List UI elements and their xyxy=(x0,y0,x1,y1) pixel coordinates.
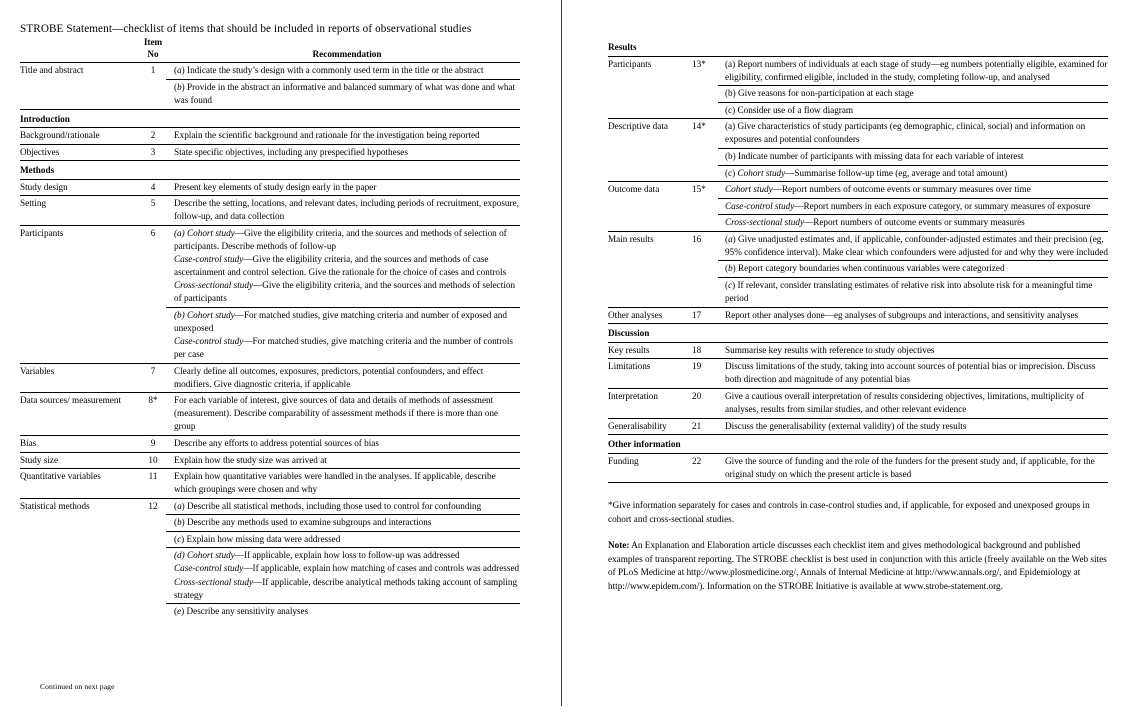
checklist-row xyxy=(20,604,520,620)
item-number: 14* xyxy=(692,121,706,132)
recommendation-text: Describe any sensitivity analyses xyxy=(184,606,309,617)
checklist-row xyxy=(20,179,520,196)
checklist-row xyxy=(20,548,520,604)
page-divider xyxy=(561,0,562,706)
item-number: 16 xyxy=(692,233,702,244)
section-header-row xyxy=(608,435,1108,454)
item-label: Descriptive data xyxy=(608,121,668,132)
item-number: 4 xyxy=(140,179,166,196)
section-header-row xyxy=(20,109,520,128)
recommendation-cell xyxy=(166,307,520,363)
footnotes xyxy=(608,499,1108,594)
recommendation-cell xyxy=(166,63,520,80)
checklist-row xyxy=(608,277,1108,307)
recommendation-cell xyxy=(166,498,520,515)
sub-item-marker: (c) xyxy=(725,279,736,290)
item-number xyxy=(690,148,718,165)
header-recommendation: Recommendation xyxy=(166,36,520,63)
study-type-label: Cross-sectional study xyxy=(174,576,254,587)
recommendation-text: Explain how quantitative variables were handled in the analyses. If applicable, describe which groupings were chosen and why xyxy=(174,471,496,495)
section-header-label: Introduction xyxy=(20,109,520,128)
checklist-row xyxy=(608,342,1108,359)
item-number: 13* xyxy=(692,58,706,69)
recommendation-cell xyxy=(718,277,1108,307)
recommendation-text: Give the source of funding and the role of the funders for the present study and, if applicable, for the original study on which the present article is based xyxy=(725,455,1095,479)
study-type-label: Case-control study xyxy=(174,563,244,574)
recommendation-cell xyxy=(166,531,520,548)
recommendation-text: —Give the eligibility criteria, and the sources and methods of selection of participants xyxy=(174,280,516,304)
recommendation-cell xyxy=(718,198,1108,215)
item-number xyxy=(140,531,166,548)
study-type-label: Case-control study xyxy=(174,254,244,265)
item-label xyxy=(20,604,140,620)
recommendation-text: Provide in the abstract an informative and balanced summary of what was done and what was found xyxy=(174,81,516,106)
continued-note: Continued on next page xyxy=(40,682,115,691)
recommendation-cell xyxy=(166,196,520,226)
recommendation-text: —Summarise follow-up time (eg, average and total amount) xyxy=(785,167,1008,178)
recommendation-cell xyxy=(166,515,520,532)
checklist-row xyxy=(20,363,520,393)
recommendation-cell xyxy=(718,307,1108,324)
checklist-row xyxy=(608,148,1108,165)
study-type-label: Cross-sectional study xyxy=(174,280,254,291)
recommendation-text: Discuss limitations of the study, taking into account sources of potential bias or imprecision. Discuss both direction and magnitude of any potential bias xyxy=(725,361,1096,385)
recommendation-text: (b) Indicate number of participants with missing data for each variable of interest xyxy=(725,150,1024,161)
recommendation-text: —Give the eligibility criteria, and the sources and methods of selection of participants. Describe methods of follow-up xyxy=(174,228,507,252)
checklist-row xyxy=(20,393,520,436)
recommendation-text: (c) Consider use of a flow diagram xyxy=(725,104,854,115)
study-type-label: (d) Cohort study xyxy=(174,550,235,561)
note-footnote xyxy=(608,539,1108,594)
item-number: 5 xyxy=(140,196,166,226)
recommendation-cell xyxy=(718,215,1108,232)
checklist-row xyxy=(20,196,520,226)
sub-item-marker: (b) xyxy=(174,81,185,92)
checklist-row xyxy=(608,418,1108,435)
recommendation-text: Give unadjusted estimates and, if applicable, confounder-adjusted estimates and their precision (eg, 95% confidence interval). Make clear which confounders were adjusted for and why they were included xyxy=(725,233,1108,257)
section-header-label: Other information xyxy=(608,435,1108,454)
recommendation-text: —If applicable, explain how loss to follow-up was addressed xyxy=(234,550,460,561)
item-number: 2 xyxy=(140,128,166,145)
recommendation-text: Describe any methods used to examine subgroups and interactions xyxy=(184,517,432,528)
item-number xyxy=(140,604,166,620)
item-label xyxy=(608,198,690,215)
section-header-row xyxy=(608,324,1108,343)
checklist-row xyxy=(608,102,1108,119)
study-type-label: Case-control study xyxy=(725,200,795,211)
recommendation-text: Discuss the generalisability (external validity) of the study results xyxy=(725,420,967,431)
recommendation-cell xyxy=(166,393,520,436)
item-number xyxy=(690,261,718,278)
recommendation-text: Clearly define all outcomes, exposures, predictors, potential confounders, and effect modifiers. Give diagnostic criteria, if applicable xyxy=(174,365,484,389)
checklist-row xyxy=(608,198,1108,215)
item-label: Setting xyxy=(20,196,140,226)
item-number: 7 xyxy=(140,363,166,393)
item-label: Participants xyxy=(608,58,652,69)
section-header-row xyxy=(20,161,520,180)
recommendation-cell xyxy=(166,452,520,469)
checklist-row xyxy=(20,452,520,469)
item-label: Data sources/ measurement xyxy=(20,393,140,436)
section-header-label: Discussion xyxy=(608,324,1108,343)
recommendation-text: Explain how the study size was arrived at xyxy=(174,454,327,465)
checklist-row xyxy=(608,453,1108,483)
recommendation-cell xyxy=(718,418,1108,435)
sub-item-marker: (c) xyxy=(174,533,185,544)
recommendation-cell xyxy=(166,128,520,145)
section-header-label: Results xyxy=(608,38,1108,56)
sub-item-marker: (c) xyxy=(725,167,738,178)
checklist-row xyxy=(608,119,1108,149)
note-body: An Explanation and Elaboration article discusses each checklist item and gives methodological background and published examples of transparent reporting. The STROBE checklist is best used in conjunction with this article (freely available on the Web sites of PLoS Medicine at http://www.plosmedicine.org/, Annals of Internal Medicine at http://www.annals.org/, and Epidemiology at http://www.epidem.com/). Information on the STROBE Initiative is available at www.strobe-statement.org. xyxy=(608,539,1107,592)
item-label xyxy=(608,148,690,165)
item-number: 15* xyxy=(692,184,706,195)
checklist-row xyxy=(608,261,1108,278)
checklist-row xyxy=(20,307,520,363)
recommendation-cell xyxy=(166,363,520,393)
recommendation-cell xyxy=(718,231,1108,261)
checklist-row xyxy=(20,79,520,109)
checklist-row xyxy=(20,531,520,548)
item-number xyxy=(690,86,718,103)
item-number xyxy=(140,515,166,532)
recommendation-text: —Report numbers in each exposure category, or summary measures of exposure xyxy=(794,200,1091,211)
recommendation-cell xyxy=(718,342,1108,359)
sub-item-marker: (b) xyxy=(725,263,736,274)
checklist-row xyxy=(608,388,1108,418)
item-label xyxy=(20,548,140,604)
recommendation-cell xyxy=(166,179,520,196)
study-type-label: Case-control study xyxy=(174,336,244,347)
header-item-line1: Item xyxy=(143,37,163,47)
checklist-row xyxy=(608,86,1108,103)
item-label: Quantitative variables xyxy=(20,469,140,499)
recommendation-cell xyxy=(166,79,520,109)
recommendation-cell xyxy=(718,261,1108,278)
recommendation-cell xyxy=(166,226,520,308)
recommendation-text: —If applicable, explain how matching of cases and controls was addressed xyxy=(243,563,520,574)
item-label xyxy=(20,79,140,109)
sub-item-marker: (b) xyxy=(174,517,185,528)
recommendation-cell xyxy=(718,359,1108,389)
item-label xyxy=(20,531,140,548)
recommendation-text: Give a cautious overall interpretation of results considering objectives, limitations, multiplicity of analyses, results from similar studies, and other relevant evidence xyxy=(725,390,1084,414)
recommendation-text: Summarise key results with reference to study objectives xyxy=(725,344,935,355)
recommendation-cell xyxy=(718,165,1108,182)
item-number: 11 xyxy=(140,469,166,499)
item-label xyxy=(608,86,690,103)
item-label: Objectives xyxy=(20,144,140,161)
recommendation-text: —Report numbers of outcome events or summary measures over time xyxy=(772,184,1031,195)
checklist-row xyxy=(20,498,520,515)
item-label xyxy=(20,515,140,532)
item-number: 3 xyxy=(140,144,166,161)
checklist-row xyxy=(20,469,520,499)
checklist-row xyxy=(608,182,1108,199)
recommendation-text: —If applicable, describe analytical methods taking account of sampling strategy xyxy=(174,576,518,600)
header-blank-cell xyxy=(20,36,140,63)
study-type-label: (a) Cohort study xyxy=(174,228,235,239)
checklist-row xyxy=(608,56,1108,86)
recommendation-cell xyxy=(718,56,1108,86)
section-header-row xyxy=(608,38,1108,56)
recommendation-text: State specific objectives, including any prespecified hypotheses xyxy=(174,146,408,157)
recommendation-cell xyxy=(166,469,520,499)
item-label: Generalisability xyxy=(608,418,690,435)
header-item-no xyxy=(140,36,166,63)
table-header-row xyxy=(20,36,520,63)
left-page-pane xyxy=(20,0,520,691)
recommendation-text: Report category boundaries when continuous variables were categorized xyxy=(735,263,1005,274)
item-number: 9 xyxy=(140,435,166,452)
item-number xyxy=(690,198,718,215)
sub-item-marker: (a) xyxy=(174,500,185,511)
recommendation-cell xyxy=(166,144,520,161)
note-label: Note: xyxy=(608,539,630,550)
recommendation-text: If relevant, consider translating estimates of relative risk into absolute risk for a meaningful time period xyxy=(725,279,1093,303)
recommendation-text: Explain how missing data were addressed xyxy=(184,533,341,544)
checklist-row xyxy=(20,226,520,308)
item-label: Participants xyxy=(20,228,64,239)
item-label: Study design xyxy=(20,179,140,196)
recommendation-text: (a) Report numbers of individuals at each stage of study—eg numbers potentially eligible, examined for eligibility, confirmed eligible, included in the study, completing follow-up, and analysed xyxy=(725,58,1108,82)
item-label: Outcome data xyxy=(608,184,660,195)
recommendation-text: Describe all statistical methods, including those used to control for confounding xyxy=(184,500,482,511)
item-number: 1 xyxy=(150,65,156,76)
recommendation-text: —Report numbers of outcome events or summary measures xyxy=(804,217,1025,228)
checklist-table-left xyxy=(20,36,520,620)
header-item-line2: No xyxy=(147,48,159,59)
sub-item-marker: (a) xyxy=(174,65,185,76)
recommendation-cell xyxy=(166,604,520,620)
checklist-row xyxy=(20,515,520,532)
right-page-pane xyxy=(608,0,1108,594)
recommendation-cell xyxy=(718,182,1108,199)
recommendation-text: (a) Give characteristics of study participants (eg demographic, clinical, social) and information on exposures and potential confounders xyxy=(725,121,1086,145)
recommendation-text: —For matched studies, give matching criteria and number of exposed and unexposed xyxy=(174,309,507,333)
recommendation-text: Report other analyses done—eg analyses of subgroups and interactions, and sensitivity analyses xyxy=(725,309,1079,320)
item-label xyxy=(608,277,690,307)
item-number xyxy=(690,165,718,182)
item-number: 18 xyxy=(690,342,718,359)
recommendation-cell xyxy=(718,388,1108,418)
recommendation-cell xyxy=(166,435,520,452)
recommendation-text: (b) Give reasons for non-participation at each stage xyxy=(725,88,914,99)
recommendation-cell xyxy=(718,148,1108,165)
checklist-table-right xyxy=(608,38,1108,483)
item-number xyxy=(690,102,718,119)
checklist-row xyxy=(608,215,1108,232)
item-label xyxy=(608,102,690,119)
item-number xyxy=(140,307,166,363)
item-number: 8* xyxy=(140,393,166,436)
item-label: Bias xyxy=(20,435,140,452)
checklist-row xyxy=(20,144,520,161)
study-type-label: (b) Cohort study xyxy=(174,309,235,320)
item-label: Variables xyxy=(20,363,140,393)
recommendation-text: —Give the eligibility criteria, and the sources and methods of case ascertainment and control selection. Give the rationale for the choice of cases and controls xyxy=(174,254,507,278)
recommendation-cell xyxy=(166,548,520,604)
item-number: 20 xyxy=(690,388,718,418)
item-label: Title and abstract xyxy=(20,65,84,76)
recommendation-cell xyxy=(718,453,1108,483)
item-label: Main results xyxy=(608,233,654,244)
item-label: Limitations xyxy=(608,359,690,389)
recommendation-cell xyxy=(718,102,1108,119)
checklist-row xyxy=(20,63,520,80)
recommendation-cell xyxy=(718,86,1108,103)
asterisk-footnote: *Give information separately for cases and controls in case-control studies and, if applicable, for exposed and unexposed groups in cohort and cross-sectional studies. xyxy=(608,500,1090,525)
study-type-label: Cross-sectional study xyxy=(725,217,805,228)
section-header-label: Methods xyxy=(20,161,520,180)
item-label: Background/rationale xyxy=(20,128,140,145)
item-number: 17 xyxy=(690,307,718,324)
item-number: 21 xyxy=(690,418,718,435)
checklist-row xyxy=(608,307,1108,324)
checklist-row xyxy=(20,128,520,145)
item-number xyxy=(140,79,166,109)
recommendation-text: —For matched studies, give matching criteria and the number of controls per case xyxy=(174,336,514,360)
item-number: 10 xyxy=(140,452,166,469)
item-label: Other analyses xyxy=(608,307,690,324)
sub-item-marker: (e) xyxy=(174,606,185,617)
item-number xyxy=(690,277,718,307)
recommendation-cell xyxy=(718,119,1108,149)
checklist-row xyxy=(608,359,1108,389)
item-number: 19 xyxy=(690,359,718,389)
item-number xyxy=(140,548,166,604)
recommendation-text: Explain the scientific background and rationale for the investigation being reported xyxy=(174,130,480,141)
recommendation-text: Present key elements of study design early in the paper xyxy=(174,181,377,192)
item-label: Interpretation xyxy=(608,388,690,418)
page-title: STROBE Statement—checklist of items that should be included in reports of observational studies xyxy=(20,23,472,35)
item-label xyxy=(608,261,690,278)
checklist-row xyxy=(608,165,1108,182)
item-number: 22 xyxy=(690,453,718,483)
item-number: 6 xyxy=(150,228,156,239)
item-label: Statistical methods xyxy=(20,500,90,511)
study-type-label: Cohort study xyxy=(725,184,773,195)
recommendation-text: Indicate the study’s design with a commonly used term in the title or the abstract xyxy=(184,65,484,76)
checklist-row xyxy=(608,231,1108,261)
item-label xyxy=(608,215,690,232)
item-label xyxy=(20,307,140,363)
item-label: Study size xyxy=(20,452,140,469)
item-label: Funding xyxy=(608,453,690,483)
sub-item-marker: (a) xyxy=(725,233,736,244)
recommendation-text: Describe any efforts to address potential sources of bias xyxy=(174,437,379,448)
recommendation-text: For each variable of interest, give sources of data and details of methods of assessment (measurement). Describe comparability of assessment methods if there is more than one group xyxy=(174,395,499,432)
item-label xyxy=(608,165,690,182)
checklist-row xyxy=(20,435,520,452)
item-number: 12 xyxy=(148,500,158,511)
recommendation-text: Describe the setting, locations, and relevant dates, including periods of recruitment, exposure, follow-up, and data collection xyxy=(174,198,519,222)
study-type-label: Cohort study xyxy=(737,167,786,178)
item-number xyxy=(690,215,718,232)
item-label: Key results xyxy=(608,342,690,359)
